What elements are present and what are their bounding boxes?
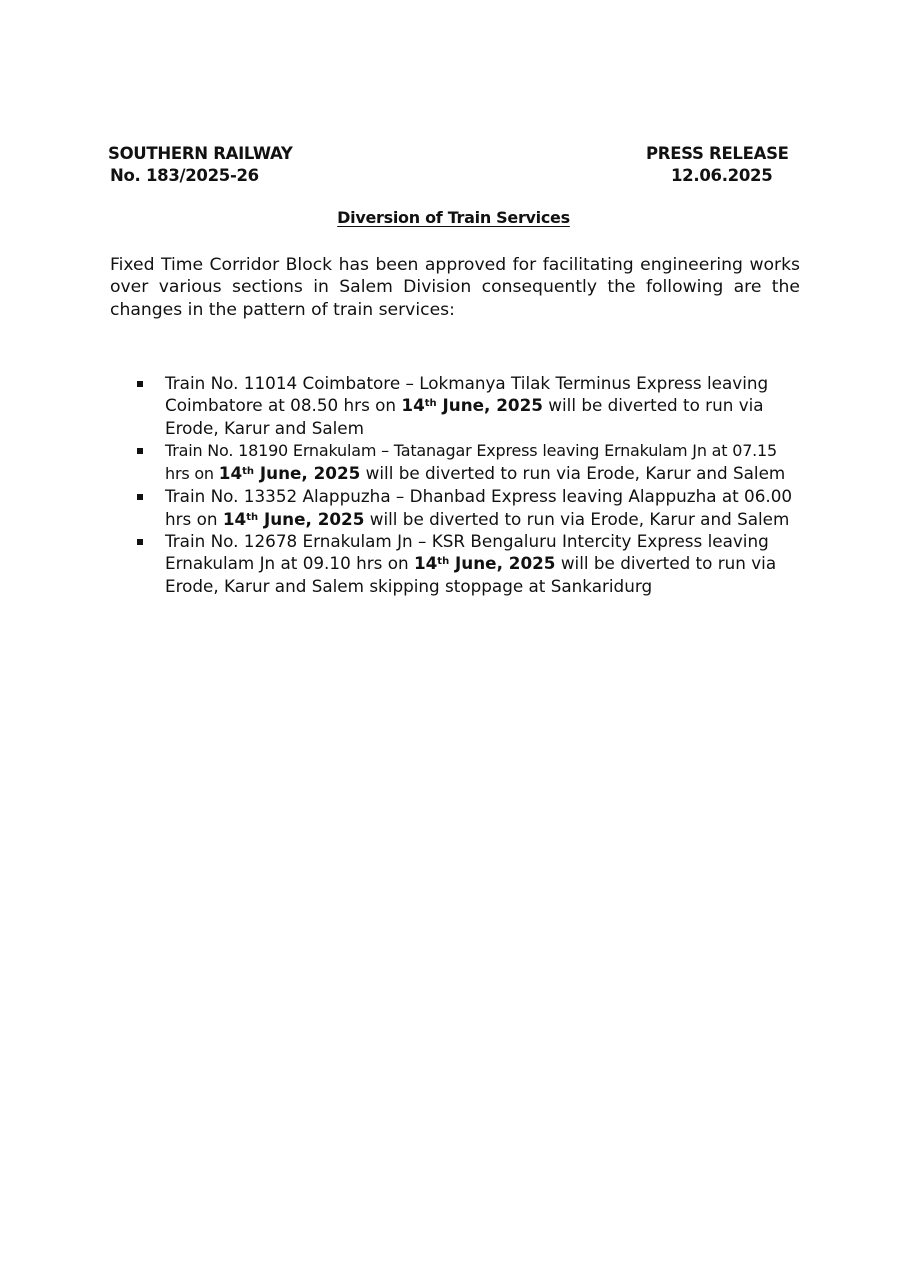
bullet-icon: [137, 448, 143, 454]
page-title-text: Diversion of Train Services: [337, 208, 570, 227]
page-title: [0, 208, 905, 227]
item-text-before: Train No. 12678 Ernakulam Jn – KSR Bengaluru Intercity Express leaving Ernakulam Jn at 09.10 hrs on: [165, 531, 769, 574]
release-date: 12.06.2025: [671, 166, 773, 185]
organization-name: SOUTHERN RAILWAY: [108, 144, 293, 163]
item-date: 14th June, 2025: [401, 395, 543, 416]
list-item: [137, 530, 802, 597]
item-date: 14th June, 2025: [413, 553, 556, 574]
item-text-after: will be diverted to run via Erode, Karur and Salem: [360, 463, 786, 484]
release-number: No. 183/2025-26: [110, 166, 259, 185]
diversion-list: [137, 372, 802, 597]
list-item: [137, 439, 802, 486]
item-text-after: will be diverted to run via Erode, Karur and Salem: [364, 508, 790, 529]
bullet-icon: [137, 494, 143, 500]
bullet-icon: [137, 539, 143, 545]
item-text-before: Train No. 11014 Coimbatore – Lokmanya Tilak Terminus Express leaving Coimbatore at 08.50 hrs on: [165, 373, 769, 416]
bullet-icon: [137, 381, 143, 387]
item-text-before: Train No. 13352 Alappuzha – Dhanbad Express leaving Alappuzha at 06.00 hrs on: [165, 486, 793, 529]
intro-paragraph: Fixed Time Corridor Block has been approved for facilitating engineering works over various sections in Salem Division consequently the following are the changes in the pattern of train services:: [110, 255, 800, 320]
list-item: [137, 372, 802, 439]
item-date: 14th June, 2025: [218, 463, 361, 484]
item-text-after: will be diverted to run via Erode, Karur and Salem: [165, 395, 764, 438]
item-date: 14th June, 2025: [222, 508, 365, 529]
item-text-after: will be diverted to run via Erode, Karur and Salem skipping stoppage at Sankaridurg: [165, 553, 777, 596]
document-type: PRESS RELEASE: [646, 144, 789, 163]
list-item: [137, 485, 802, 530]
item-text-before: Train No. 18190 Ernakulam – Tatanagar Express leaving Ernakulam Jn at 07.15 hrs on: [165, 440, 778, 484]
